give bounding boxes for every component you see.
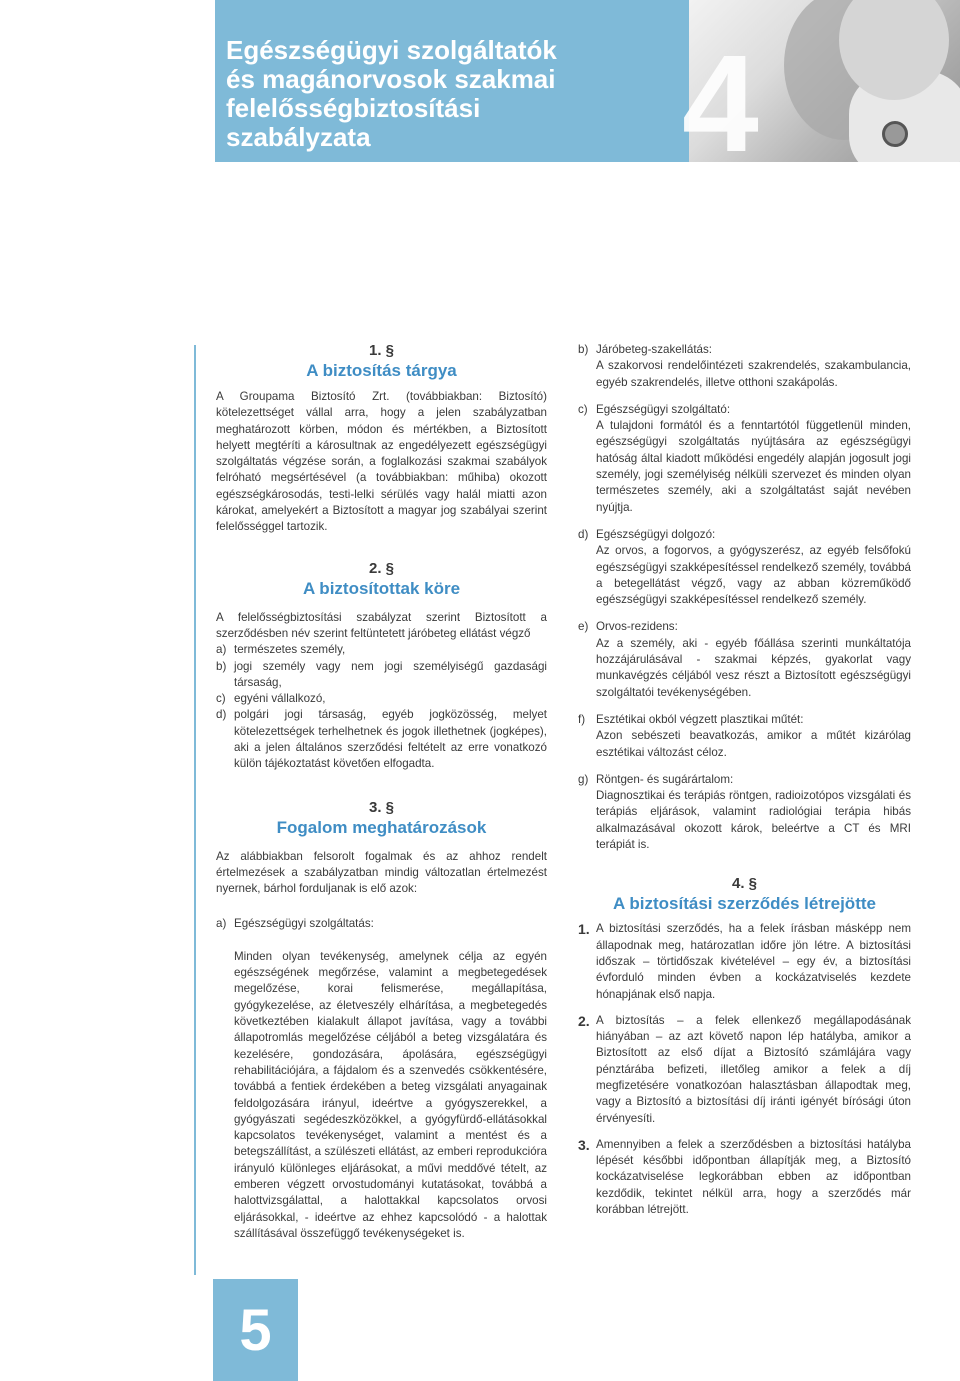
item-text: A biztosítás – a felek ellenkező megállapodásának hiányában – az azt követő napon lép hatályba, amikor a Biztosított az első díjat a Biztosító számlájára vagy pénztárába befizeti, illetőleg amikor a felek a díj megfizetésére vonatkozóan halasztásban állapodtak meg, vagy a Biztosító a biztosítási díj iránti igényét bírósági úton érvényesíti. [596, 1013, 911, 1125]
item-text: A biztosítási szerződés, ha a felek írásban másképp nem állapodnak meg, határozatlan időre jön létre. A biztosítási időszak – törtidőszak kivételével – egy év, a biztosítási évforduló minden évben a kockázatviselés kezdete hónapjának első napja. [596, 922, 911, 1001]
section-title: A biztosítási szerződés létrejötte [613, 894, 876, 914]
section-2 [216, 560, 547, 773]
section-title: Fogalom meghatározások [276, 817, 487, 837]
chapter-number: 4 [682, 27, 755, 181]
definition-label: c) [578, 402, 588, 416]
item-text: Amennyiben a felek a szerződésben a biztosítási hatályba lépését későbbi időpontban állapítják meg, a Biztosító kockázatviselése legkorábban ebben az időpontban kezdődik, tekintet nélkül arra, hogy a szerződés már korábban létrejött. [596, 1137, 911, 1217]
item-number: 2. [578, 1012, 590, 1029]
definition-term-text: Járóbeteg-szakellátás: [596, 343, 712, 356]
section-number: 4. § [731, 875, 758, 893]
definition-a [216, 916, 547, 1243]
list-text: jogi személy vagy nem jogi személyiségű gazdasági társaság, [234, 659, 547, 689]
section-3 [216, 799, 547, 1243]
definition-text: Azon sebészeti beavatkozás, amikor a műtét kizárólag esztétikai változást céloz. [596, 729, 911, 759]
list-item [216, 691, 547, 707]
list-label: d) [216, 708, 227, 722]
list-text: egyéni vállalkozó, [234, 692, 326, 706]
paragraph: A Groupama Biztosító Zrt. (továbbiakban: Biztosító) kötelezettséget vállal arra, hogy a jelen szabályzatban meghatározott körben, módon és mértékben, a Biztosított helyett megtéríti a károsultnak az engedélyezett egészségügyi szolgáltatás végzése során, a foglalkozási szakmai szabályok felróható megsértésével (a továbbiakban: műhiba) okozott egészségkárosodás, testi-lelki sérülés vagy halál miatti azon károkat, amelyekért a Biztosított a magyar jog szabályai szerint felelősséggel tartozik. [216, 390, 547, 534]
definition-term-text: Orvos-rezidens: [596, 620, 678, 634]
definition-term [578, 772, 911, 788]
numbered-item [578, 1137, 911, 1218]
definition-c [578, 402, 911, 516]
section-title: A biztosítottak köre [302, 578, 461, 598]
section-number: 3. § [368, 798, 395, 816]
definition-term-text: Esztétikai okból végzett plasztikai műtét: [596, 712, 804, 726]
definition-text: Diagnosztikai és terápiás röntgen, radioizotópos vizsgálati és terápiás eljárások, valamint radiológiai terápia hibás alkalmazásával okozott károk, beleértve a CT és MRI terápiát is. [596, 789, 911, 852]
numbered-item [578, 921, 911, 1002]
right-column [578, 342, 911, 1218]
definition-term [578, 402, 911, 418]
definition-label: f) [578, 712, 586, 726]
section-1 [216, 342, 547, 536]
definition-term-text: Egészségügyi szolgáltatás: [234, 916, 374, 930]
definition-text: Minden olyan tevékenység, amelynek célja az egyén egészségének megőrzése, valamint a megbetegedések megelőzése, korai felismerése, megállapítása, gyógykezelése, az életveszély elhárítása, a megbetegedés következtében kialakult állapot javítása, vagy a további állapotromlás megelőzése céljából a beteg vizsgálatára és kezelésére, gondozására, ápolására, egészségügyi rehabilitációjára, a fájdalom és a szenvedés csökkentésére, továbbá a fentiek érdekében a beteg vizsgálati anyagainak feldolgozására irányul, ideértve a gyógyszerekkel, a gyógyászati segédeszközökkel, a gyógyfürdő-ellátásokkal kapcsolatos tevékenységet, valamint a mentést és a betegszállítást, a szülészeti ellátást, az emberi reprodukcióra irányuló különleges eljárásokat, a művi meddővé tételt, az emberen végzett orvostudományi kutatásokat, továbbá a halottvizsgálattal, a halottakkal kapcsolatos orvosi eljárásokkal, - ideértve az ehhez kapcsolódó - a halottak szállításával összefüggő tevékenységeket is. [234, 949, 547, 1240]
definition-term-text: Egészségügyi szolgáltató: [596, 402, 731, 416]
list-label: b) [216, 659, 227, 673]
left-column [216, 342, 547, 1242]
definition-term [578, 712, 911, 728]
definition-text: Az a személy, aki - egyéb főállása szerinti munkáltatója hozzájárulásával - szakmai képzés, gyakorlat vagy munkavégzés céljából vesz részt a Biztosított egészségügyi szolgáltatói tevékenységében. [596, 636, 911, 699]
list-label: c) [216, 692, 226, 706]
definition-e [578, 619, 911, 700]
list-label: a) [216, 643, 227, 657]
list-text: természetes személy, [234, 643, 346, 657]
section-number: 1. § [368, 342, 395, 359]
document-title: Egészségügyi szolgáltatók és magánorvosok szakmai felelősségbiztosítási szabályzata [226, 35, 557, 152]
list-item [216, 707, 547, 772]
list-item [216, 659, 547, 692]
definition-d [578, 527, 911, 608]
definition-label: d) [578, 527, 589, 541]
paragraph: A felelősségbiztosítási szabályzat szerint Biztosított a szerződésben név szerint feltüntetett járóbeteg ellátást végző [216, 610, 547, 640]
definition-b [578, 342, 911, 391]
definition-text: A tulajdoni formától és a fenntartótól függetlenül minden, egészségügyi szolgáltatás nyújtására az egészségügyi hatóság által kiadott működési engedély alapján jogosult jogi személy, jogi személyiség nélküli szervezet és minden olyan természetes személy, aki a szolgáltatást saját nevében nyújtja. [596, 419, 911, 514]
item-number: 3. [578, 1136, 590, 1153]
definition-text: Az orvos, a fogorvos, a gyógyszerész, az egyéb felsőfokú egészségügyi szakképesítéssel rendelkező személy, továbbá a betegellátást végző, vagy az abban közreműködő egészségügyi szakképesítéssel rendelkező személy. [596, 544, 911, 607]
definition-term [578, 342, 911, 358]
list-text: polgári jogi társaság, egyéb jogközösség, melyet kötelezettségek terhelhetnek és jogok illethetnek (jogképes), aki a jelen általános szerződési feltételt az erre vonatkozó külön tájékoztatást követően elfogadta. [234, 708, 547, 771]
numbered-item [578, 1013, 911, 1127]
definition-term [216, 916, 547, 932]
definition-f [578, 712, 911, 761]
paragraph: Az alábbiakban felsorolt fogalmak és az ahhoz rendelt értelmezések a szabályzatban mindig változatlan értelmezést nyernek, bárhol forduljanak is elő azok: [216, 849, 547, 896]
section-number: 2. § [368, 559, 395, 577]
margin-rule [194, 345, 196, 1275]
definition-label: e) [578, 620, 589, 634]
definition-text: A szakorvosi rendelőintézeti szakrendelés, szakambulancia, egyéb szakrendelés, illetve otthoni szakápolás. [596, 359, 911, 389]
definition-term [578, 619, 911, 635]
definition-label: g) [578, 772, 589, 786]
section-title: A biztosítás tárgya [306, 361, 457, 380]
definition-label: a) [216, 916, 227, 930]
definition-label: b) [578, 343, 589, 356]
stethoscope-icon [882, 121, 908, 147]
list-item [216, 642, 547, 658]
definition-term-text: Egészségügyi dolgozó: [596, 527, 716, 541]
definition-term [578, 527, 911, 543]
section-4 [578, 875, 911, 1218]
definition-term-text: Röntgen- és sugárártalom: [596, 772, 734, 786]
definition-g [578, 772, 911, 853]
page-number: 5 [213, 1279, 298, 1381]
item-number: 1. [578, 921, 590, 938]
